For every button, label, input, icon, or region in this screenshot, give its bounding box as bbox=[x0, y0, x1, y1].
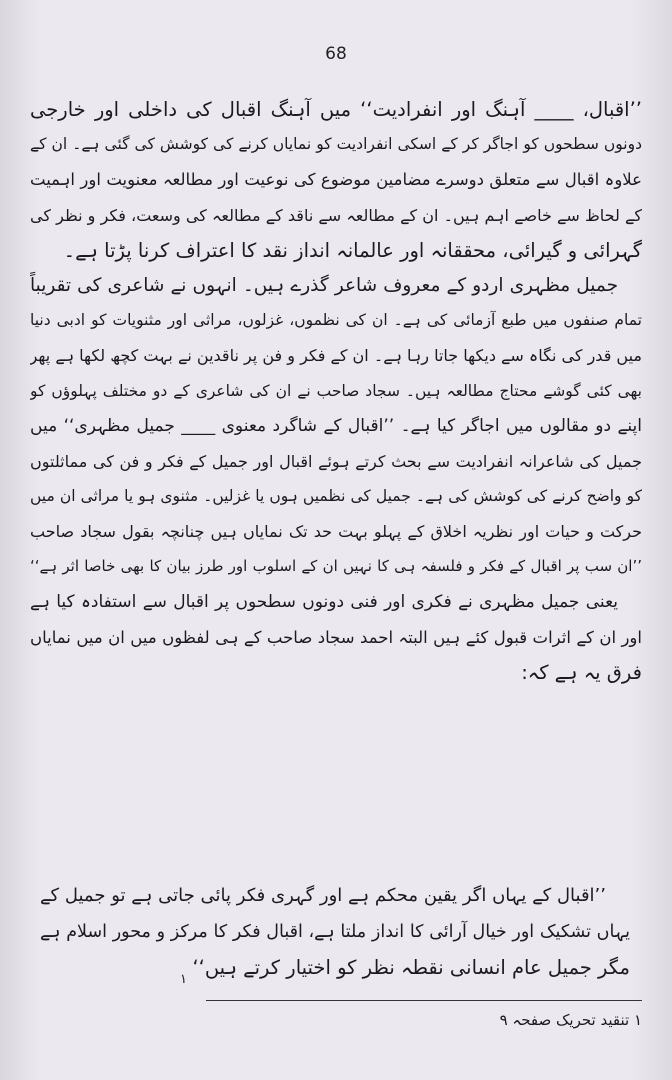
body-line: حرکت و حیات اور نظریہ اخلاق کے پہلو بہت حد تک نمایاں ہیں چنانچہ بقول سجاد صاحب bbox=[30, 522, 642, 542]
quote-line: ’’اقبال کے یہاں اگر یقین محکم ہے اور گہری فکر پائی جاتی ہے تو جمیل کے bbox=[40, 885, 606, 906]
body-line: اور ان کے اثرات قبول کئے ہیں البتہ احمد سجاد صاحب کے ہی لفظوں میں ان میں نمایاں bbox=[30, 627, 642, 647]
body-line: ’’اقبال، ____ آہنگ اور انفرادیت‘‘ میں آہنگ اقبال کی داخلی اور خارجی bbox=[30, 98, 642, 121]
body-line: علاوہ اقبال سے متعلق دوسرے مضامین موضوع کی نوعیت اور مطالعہ معنویت اور اہمیت bbox=[30, 170, 642, 190]
body-line: اپنے دو مقالوں میں اجاگر کیا ہے۔ ’’اقبال کے شاگرد معنوی ____ جمیل مظہری‘‘ میں bbox=[30, 415, 642, 436]
footnote-marker: ۱ bbox=[180, 972, 187, 987]
body-line: فرق یہ ہے کہ: bbox=[521, 661, 642, 684]
footnote: ۱ تنقید تحریک صفحہ ۹ bbox=[499, 1011, 642, 1029]
body-line: دونوں سطحوں کو اجاگر کر کے اسکی انفرادیت کو نمایاں کرنے کی کوشش کی گئی ہے۔ ان کے bbox=[30, 135, 642, 154]
body-line: میں قدر کی نگاہ سے دیکھا جاتا رہا ہے۔ ان کے فکر و فن پر ناقدین نے بہت کچھ لکھا ہے پھر bbox=[30, 346, 642, 366]
body-line: جمیل مظہری اردو کے معروف شاعر گذرے ہیں۔ انہوں نے شاعری کی تقریباً bbox=[30, 274, 618, 296]
body-line: بھی کئی گوشے محتاج مطالعہ ہیں۔ سجاد صاحب نے ان کی شاعری کے دو مختلف پہلوؤں کو bbox=[30, 381, 642, 400]
body-line: ’’ان سب پر اقبال کے فکر و فلسفہ ہی کا نہیں ان کے اسلوب اور طرز بیان کا بھی خاصا اثر ہے‘‘ bbox=[30, 557, 642, 576]
body-line: جمیل کی شاعرانہ انفرادیت سے بحث کرتے ہوئے اقبال اور جمیل کے فکر و فن کی مماثلتوں bbox=[30, 451, 642, 471]
quote-line: یہاں تشکیک اور خیال آرائی کا انداز ملتا ہے، اقبال فکر کا مرکز و محور اسلام ہے bbox=[40, 922, 630, 942]
body-line: تمام صنفوں میں طبع آزمائی کی ہے۔ ان کی نظموں، غزلوں، مراثی اور مثنویات کو ادبی دنیا bbox=[30, 311, 642, 330]
body-line: گہرائی و گیرائی، محققانہ اور عالمانہ انداز نقد کا اعتراف کرنا پڑتا ہے۔ bbox=[63, 238, 642, 262]
footnote-divider bbox=[206, 1000, 642, 1001]
body-text bbox=[30, 92, 642, 690]
body-line: کے لحاظ سے خاصے اہم ہیں۔ ان کے مطالعہ سے ناقد کے مطالعہ کی وسعت، فکر و نظر کی bbox=[30, 205, 642, 225]
body-line: یعنی جمیل مظہری نے فکری اور فنی دونوں سطحوں پر اقبال سے استفادہ کیا ہے bbox=[30, 591, 618, 612]
block-quote bbox=[40, 878, 630, 986]
body-line: کو واضح کرنے کی کوشش کی ہے۔ جمیل کی نظمیں ہوں یا غزلیں۔ مثنوی ہو یا مراثی ان میں bbox=[30, 487, 642, 506]
quote-line: مگر جمیل عام انسانی نقطہ نظر کو اختیار کرتے ہیں‘‘ bbox=[192, 956, 630, 979]
page-number: 68 bbox=[325, 44, 347, 64]
